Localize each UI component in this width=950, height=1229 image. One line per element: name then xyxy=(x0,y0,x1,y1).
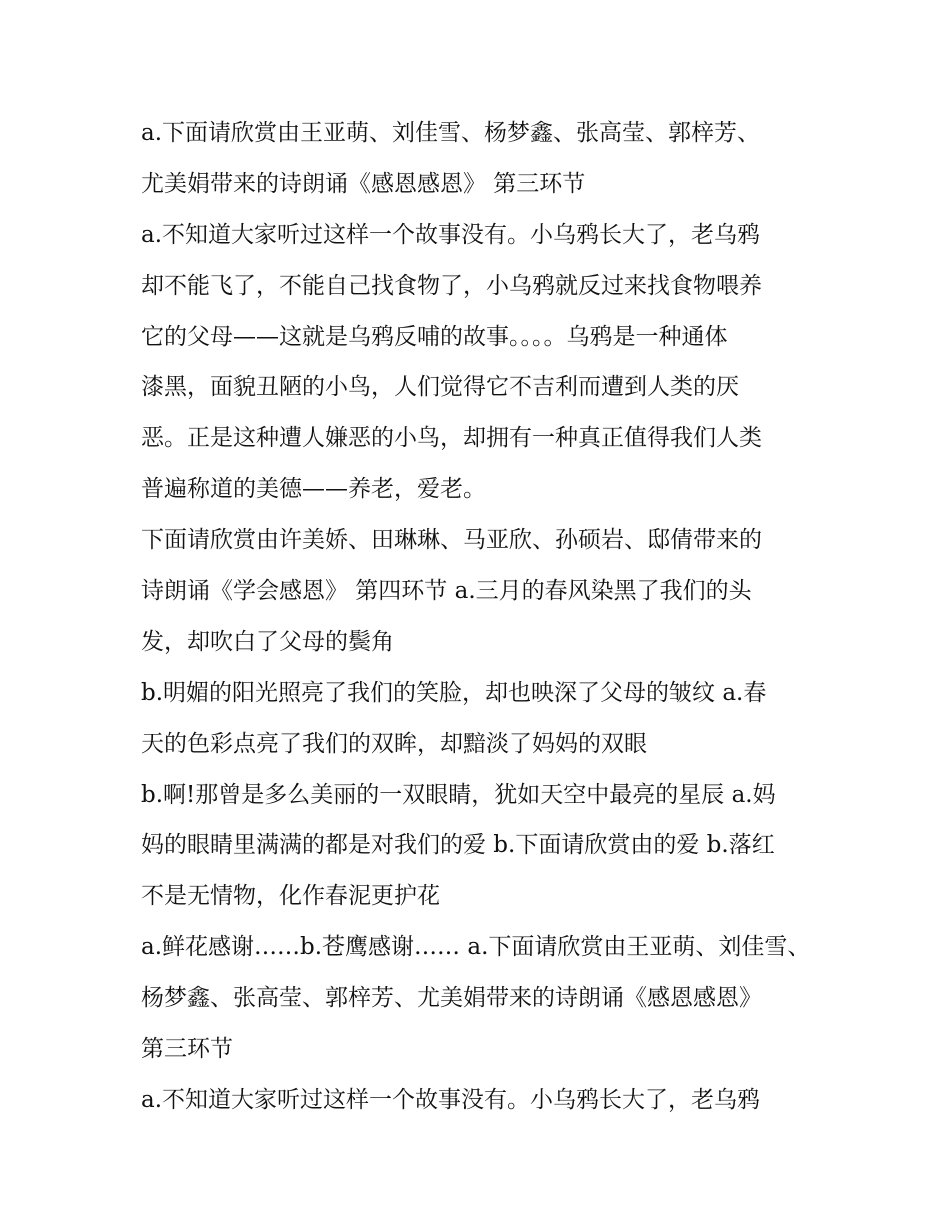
text-line: b.明媚的阳光照亮了我们的笑脸，却也映深了父母的皱纹 a.春 xyxy=(141,679,767,706)
text-line: 天的色彩点亮了我们的双眸，却黯淡了妈妈的双眼 xyxy=(141,730,647,757)
text-line: 漆黑，面貌丑陋的小鸟，人们觉得它不吉利而遭到人类的厌 xyxy=(141,374,739,401)
text-line: 杨梦鑫、张高莹、郭梓芳、尤美娟带来的诗朗诵《感恩感恩》 xyxy=(141,985,762,1012)
text-line: 发，却吹白了父母的鬓角 xyxy=(141,628,394,655)
text-line: 普遍称道的美德——养老，爱老。 xyxy=(141,476,486,503)
text-line: a.不知道大家听过这样一个故事没有。小乌鸦长大了，老乌鸦 xyxy=(141,1086,761,1113)
text-line: a.不知道大家听过这样一个故事没有。小乌鸦长大了，老乌鸦 xyxy=(141,221,761,248)
text-line: a.下面请欣赏由王亚萌、刘佳雪、杨梦鑫、张高莹、郭梓芳、 xyxy=(141,120,761,146)
text-line: 下面请欣赏由许美娇、田琳琳、马亚欣、孙硕岩、邸倩带来的 xyxy=(141,527,762,554)
text-line: 它的父母——这就是乌鸦反哺的故事。。。。乌鸦是一种通体 xyxy=(141,323,728,350)
document-text-body xyxy=(141,108,821,1126)
text-line: 尤美娟带来的诗朗诵《感恩感恩》 第三环节 xyxy=(141,170,586,197)
text-line: 第三环节 xyxy=(141,1036,233,1063)
text-line: 却不能飞了，不能自己找食物了，小乌鸦就反过来找食物喂养 xyxy=(141,272,762,299)
text-line: b.啊!那曾是多么美丽的一双眼睛，犹如天空中最亮的星辰 a.妈 xyxy=(141,781,776,808)
text-line: 诗朗诵《学会感恩》 第四环节 a.三月的春风染黑了我们的头 xyxy=(141,578,752,605)
text-line: a.鲜花感谢……b.苍鹰感谢…… a.下面请欣赏由王亚萌、刘佳雪、 xyxy=(141,934,811,961)
text-line: 妈的眼睛里满满的都是对我们的爱 b.下面请欣赏由的爱 b.落红 xyxy=(141,832,775,859)
text-line: 恶。正是这种遭人嫌恶的小鸟，却拥有一种真正值得我们人类 xyxy=(141,425,762,452)
text-line: 不是无情物，化作春泥更护花 xyxy=(141,883,440,910)
